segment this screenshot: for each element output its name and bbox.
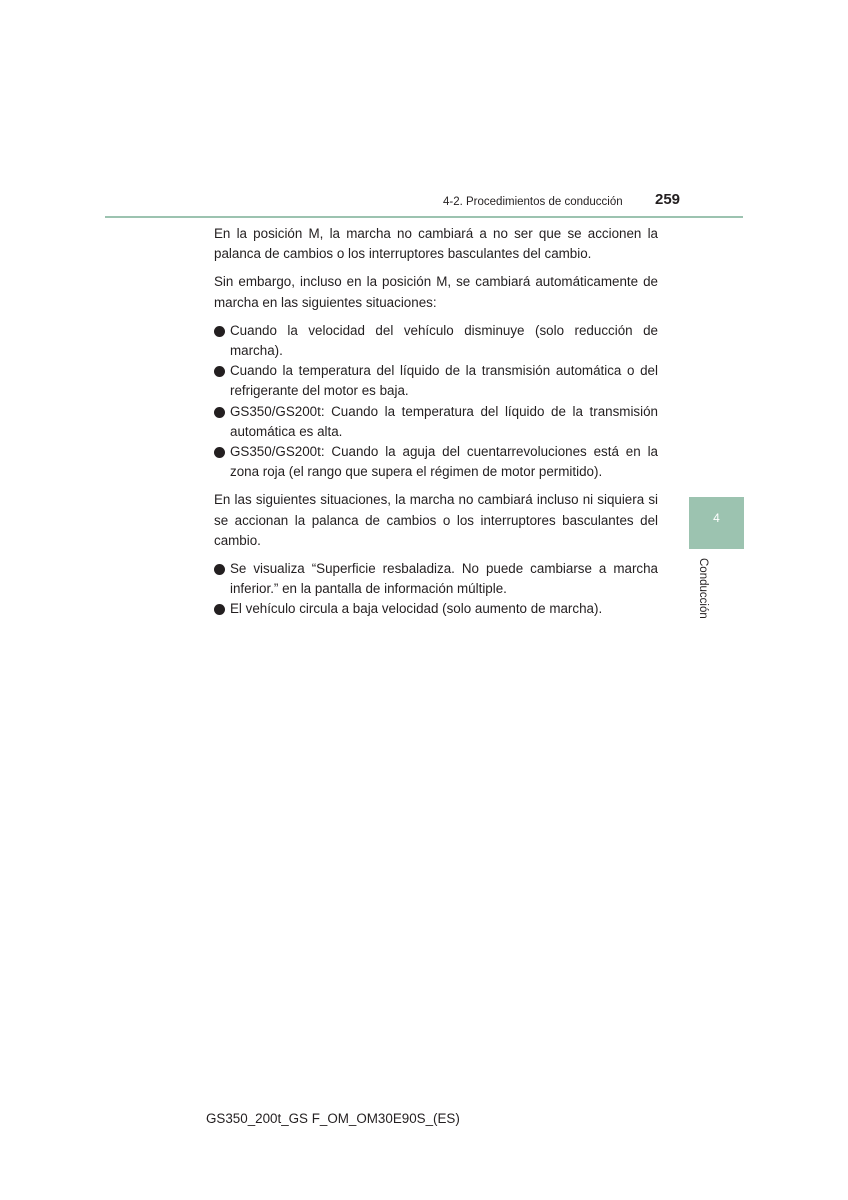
chapter-label: Conducción xyxy=(697,558,709,619)
auto-shift-list xyxy=(214,321,658,483)
bullet-icon xyxy=(214,564,225,575)
bullet-icon xyxy=(214,447,225,458)
section-title: 4-2. Procedimientos de conducción xyxy=(443,196,623,208)
list-item xyxy=(214,599,658,619)
header-divider xyxy=(105,216,743,218)
list-item-text: Cuando la temperatura del líquido de la transmisión automática o del refrigerante del motor es baja. xyxy=(230,363,658,399)
list-item-text: El vehículo circula a baja velocidad (solo aumento de marcha). xyxy=(230,601,603,617)
list-item xyxy=(214,361,658,401)
no-shift-list xyxy=(214,559,658,620)
bullet-icon xyxy=(214,407,225,418)
paragraph-manual-mode: En la posición M, la marcha no cambiará a no ser que se accionen la palanca de cambios o los interruptores basculantes del cambio. xyxy=(214,226,658,262)
document-code: GS350_200t_GS F_OM_OM30E90S_(ES) xyxy=(206,1111,460,1126)
list-item-text: Se visualiza “Superficie resbaladiza. No puede cambiarse a marcha inferior.” en la pantalla de información múltiple. xyxy=(230,561,658,597)
bullet-icon xyxy=(214,326,225,337)
chapter-number: 4 xyxy=(713,511,720,525)
main-content xyxy=(214,224,658,628)
paragraph-auto-shift-intro: Sin embargo, incluso en la posición M, se cambiará automáticamente de marcha en las siguientes situaciones: xyxy=(214,274,658,310)
list-item xyxy=(214,442,658,482)
chapter-tab xyxy=(689,497,744,549)
bullet-icon xyxy=(214,366,225,377)
list-item xyxy=(214,321,658,361)
list-item-text: Cuando la velocidad del vehículo disminuye (solo reducción de marcha). xyxy=(230,322,658,359)
list-item-text: GS350/GS200t: Cuando la temperatura del líquido de la transmisión automática es alta. xyxy=(230,403,658,439)
list-item xyxy=(214,559,658,599)
list-item-text: GS350/GS200t: Cuando la aguja del cuentarrevoluciones está en la zona roja (el rango que supera el régimen de motor permitido). xyxy=(230,444,658,480)
list-item xyxy=(214,402,658,442)
paragraph-no-shift-intro: En las siguientes situaciones, la marcha no cambiará incluso ni siquiera si se accionan la palanca de cambios o los interruptores basculantes del cambio. xyxy=(214,492,658,548)
bullet-icon xyxy=(214,604,225,615)
page-number: 259 xyxy=(655,191,681,208)
